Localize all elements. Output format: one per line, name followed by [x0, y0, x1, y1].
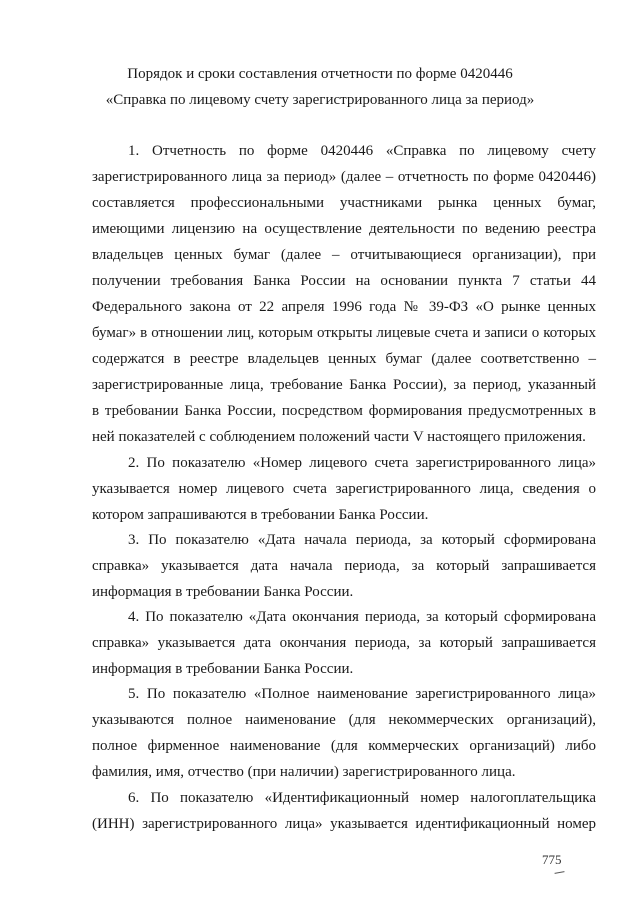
- paragraph-line: владельцев ценных бумаг (далее – отчитывающиеся организации), при: [92, 247, 596, 263]
- paragraph-line: 5. По показателю «Полное наименование зарегистрированного лица»: [128, 686, 596, 702]
- paragraph-line: фамилия, имя, отчество (при наличии) зарегистрированного лица.: [92, 764, 516, 780]
- paragraph-line: информация в требовании Банка России.: [92, 661, 354, 677]
- paragraph-4: [92, 604, 596, 682]
- paragraph-line: имеющими лицензию на осуществление деятельности по ведению реестра: [92, 221, 596, 237]
- paragraph-line: бумаг» в отношении лиц, которым открыты лицевые счета и записи о которых: [92, 325, 596, 341]
- paragraph-line: в требовании Банка России, посредством формирования предусмотренных в: [92, 403, 596, 419]
- paragraph-line: информация в требовании Банка России.: [92, 584, 354, 600]
- paragraph-line: 1. Отчетность по форме 0420446 «Справка по лицевому счету: [128, 143, 596, 159]
- paragraph-line: содержатся в реестре владельцев ценных бумаг (далее соответственно –: [92, 351, 596, 367]
- paragraph-3: [92, 527, 596, 605]
- paragraph-line: указывается номер лицевого счета зарегистрированного лица, сведения о: [92, 481, 596, 497]
- paragraph-line: ней показателей с соблюдением положений части V настоящего приложения.: [92, 429, 586, 445]
- paragraph-line: справка» указывается дата начала периода, за который запрашивается: [92, 558, 596, 574]
- paragraph-line: полное фирменное наименование (для коммерческих организаций) либо: [92, 738, 596, 754]
- paragraph-line: 4. По показателю «Дата окончания периода, за который сформирована: [128, 609, 596, 625]
- paragraph-line: получении требования Банка России на основании пункта 7 статьи 44: [92, 273, 596, 289]
- paragraph-1: [92, 138, 596, 450]
- document-title-line-1: Порядок и сроки составления отчетности по форме 0420446: [127, 66, 513, 82]
- paragraph-line: составляется профессиональными участниками рынка ценных бумаг,: [92, 195, 596, 211]
- paragraph-line: Федерального закона от 22 апреля 1996 года № 39-ФЗ «О рынке ценных: [92, 299, 596, 315]
- paragraph-5: [92, 681, 596, 785]
- page-number: 775: [542, 852, 562, 867]
- paragraph-line: зарегистрированного лица за период» (далее – отчетность по форме 0420446): [92, 169, 596, 185]
- paragraph-line: (ИНН) зарегистрированного лица» указывается идентификационный номер: [92, 816, 596, 832]
- paragraph-line: указываются полное наименование (для некоммерческих организаций),: [92, 712, 596, 728]
- paragraph-line: 6. По показателю «Идентификационный номер налогоплательщика: [128, 790, 596, 806]
- document-title-line-2: «Справка по лицевому счету зарегистрированного лица за период»: [105, 92, 535, 108]
- paragraph-line: справка» указывается дата окончания периода, за который запрашивается: [92, 635, 596, 651]
- paragraph-line: котором запрашиваются в требовании Банка России.: [92, 507, 429, 523]
- paragraph-line: зарегистрированные лица, требование Банка России), за период, указанный: [92, 377, 596, 393]
- paragraph-line: 3. По показателю «Дата начала периода, за который сформирована: [128, 532, 596, 548]
- paragraph-line: 2. По показателю «Номер лицевого счета зарегистрированного лица»: [128, 455, 596, 471]
- paragraph-2: [92, 450, 596, 528]
- paragraph-6: [92, 785, 596, 837]
